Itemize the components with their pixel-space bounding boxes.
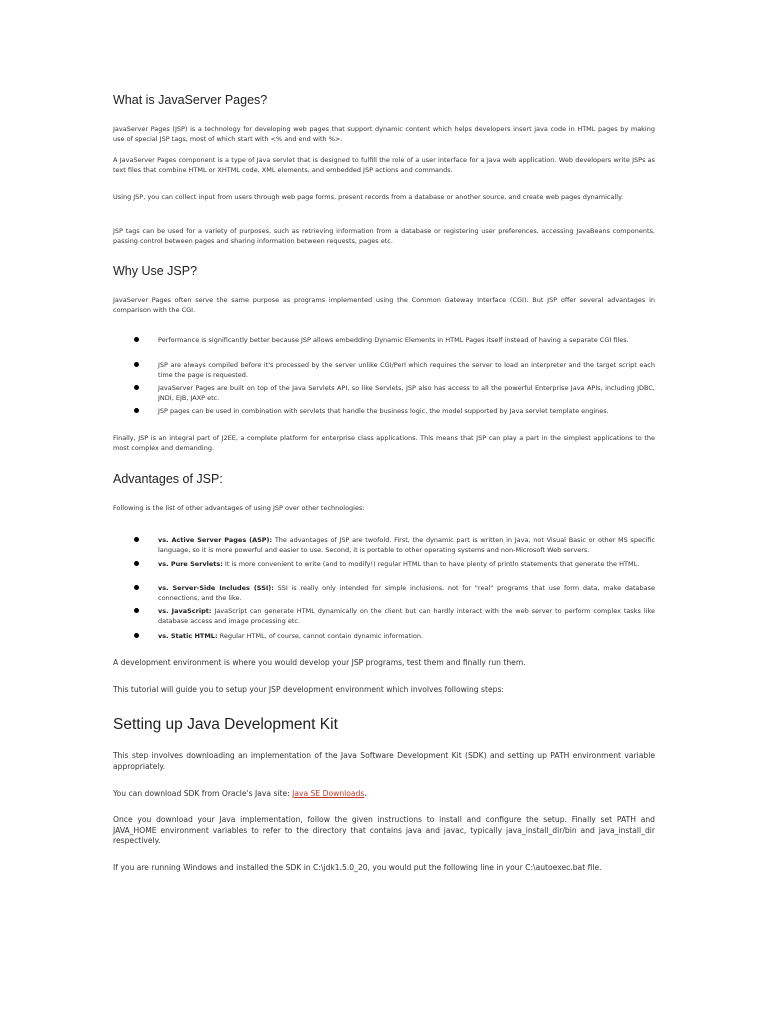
bullet-icon [134,408,139,413]
paragraph-why-closing: Finally, JSP is an integral part of J2EE, a complete platform for enterprise class applications. This means that JSP can play a part in the simplest applications to the most complex and demanding. [113,434,655,452]
list-item-text: JSP are always compiled before it's processed by the server unlike CGI/Perl which requires the server to load an interpreter and the target script each time the page is requested. [158,361,655,379]
bullet-icon [134,608,139,613]
heading-setup-jdk: Setting up Java Development Kit [113,716,338,733]
paragraph-advantages-intro: Following is the list of other advantages of using JSP over other technologies: [113,504,365,512]
paragraph-why-intro: JavaServer Pages often serve the same purpose as programs implemented using the Common Gateway Interface (CGI). But JSP offer several advantages in comparison with the CGI. [113,296,655,314]
bullet-icon [134,633,139,638]
download-text-suffix: . [364,789,367,798]
paragraph-jsp-tags: JSP tags can be used for a variety of purposes, such as retrieving information from a database or registering user preferences, accessing JavaBeans components, passing control between pages and sharing information between requests, pages etc. [113,227,655,245]
paragraph-jsp-component: A JavaServer Pages component is a type of Java servlet that is designed to fulfill the role of a user interface for a Java web application. Web developers write JSPs as text files that combine HTML or XHTML code, XML elements, and embedded JSP actions and commands. [113,156,655,174]
paragraph-jdk-download [113,789,655,800]
list-item-text: JavaServer Pages are built on top of the Java Servlets API, so like Servlets, JSP also has access to all the powerful Enterprise Java APIs, including JDBC, JNDI, EJB, JAXP etc. [158,384,655,402]
paragraph-jdk-windows: If you are running Windows and installed the SDK in C:\jdk1.5.0_20, you would put the following line in your C:\autoexec.bat file. [113,863,602,872]
list-item-label: vs. JavaScript: [158,607,212,615]
list-item-body: It is more convenient to write (and to modify!) regular HTML than to have plenty of println statements that generate the HTML. [222,560,640,568]
list-item-body: SSI is really only intended for simple inclusions, not for "real" programs that use form data, make database connections, and the like. [158,584,655,602]
bullet-icon [134,362,139,367]
paragraph-jdk-configure: Once you download your Java implementation, follow the given instructions to install and configure the setup. Finally set PATH and JAVA_HOME environment variables to refer to the directory that contains java and javac, typically java_install_dir/bin and java_install_dir respectively. [113,815,655,845]
list-item-text [158,584,655,603]
paragraph-dev-environment: A development environment is where you would develop your JSP programs, test them and finally run them. [113,658,526,667]
list-item-label: vs. Server-Side Includes (SSI): [158,584,274,592]
list-item-text [158,536,655,555]
heading-what-is-jsp: What is JavaServer Pages? [113,93,268,107]
bullet-icon [134,561,139,566]
list-item-label: vs. Active Server Pages (ASP): [158,536,273,544]
list-item-label: vs. Static HTML: [158,632,218,640]
heading-why-use-jsp: Why Use JSP? [113,264,198,278]
list-item-text [158,560,655,570]
paragraph-tutorial-guide: This tutorial will guide you to setup your JSP development environment which involves following steps: [113,685,504,694]
paragraph-jdk-intro: This step involves downloading an implementation of the Java Software Development Kit (SDK) and setting up PATH environment variable appropriately. [113,751,655,771]
list-item-text [158,607,655,626]
download-text-prefix: You can download SDK from Oracle's Java site: [113,789,293,798]
list-item-text [158,632,655,642]
heading-advantages: Advantages of JSP: [113,472,223,486]
list-item-text: JSP pages can be used in combination with servlets that handle the business logic, the model supported by Java servlet template engines. [158,407,609,415]
java-se-downloads-link[interactable]: Java SE Downloads [292,789,365,798]
list-item-body: Regular HTML, of course, cannot contain dynamic information. [217,632,424,640]
paragraph-jsp-usage: Using JSP, you can collect input from users through web page forms, present records from a database or another source, and create web pages dynamically. [113,193,624,201]
list-item-label: vs. Pure Servlets: [158,560,223,568]
bullet-icon [134,585,139,590]
list-item-body: JavaScript can generate HTML dynamically on the client but can hardly interact with the web server to perform complex tasks like database access and image processing etc. [158,607,655,625]
paragraph-jsp-definition: JavaServer Pages (JSP) is a technology for developing web pages that support dynamic content which helps developers insert java code in HTML pages by making use of special JSP tags, most of which start with <% and end with %>. [113,125,655,143]
bullet-icon [134,537,139,542]
list-item-body: The advantages of JSP are twofold. First, the dynamic part is written in Java, not Visual Basic or other MS specific language, so it is more powerful and easier to use. Second, it is portable to other operating systems and non-Microsoft Web servers. [158,536,655,554]
bullet-icon [134,385,139,390]
list-item-text: Performance is significantly better because JSP allows embedding Dynamic Elements in HTML Pages itself instead of having a separate CGI files. [158,336,629,344]
bullet-icon [134,337,139,342]
